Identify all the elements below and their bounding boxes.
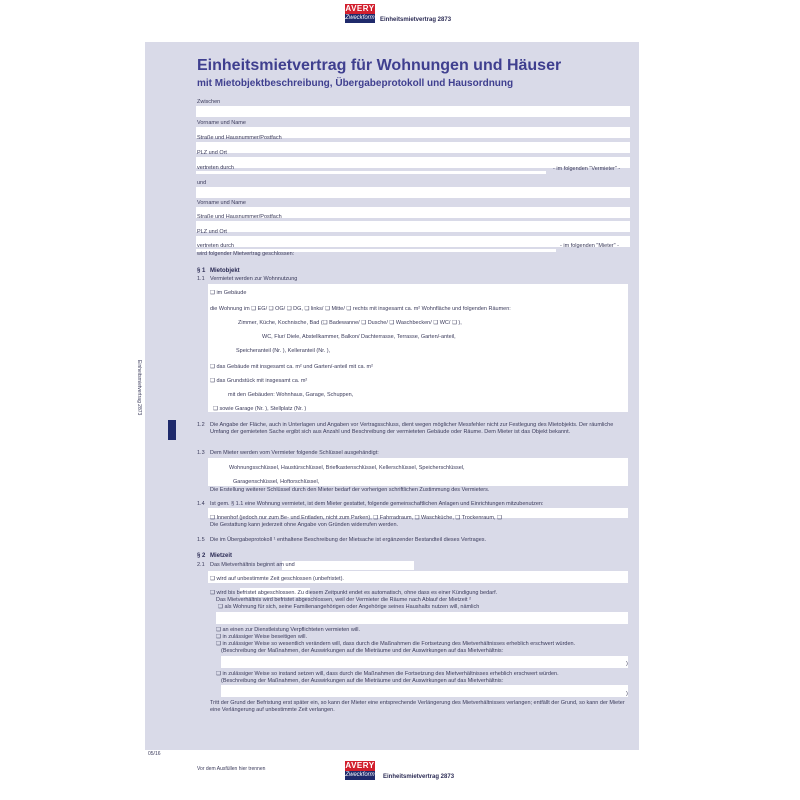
unbefristet-option[interactable]: ❑ wird auf unbestimmte Zeit geschlossen (unbefristet).	[210, 576, 344, 582]
im-gebaeude-option[interactable]: ❑ im Gebäude	[210, 290, 247, 296]
option-beseitigen[interactable]: ❑ in zulässiger Weise beseitigen will.	[216, 634, 308, 640]
label-street-1: Straße und Hausnummer/Postfach	[197, 135, 282, 141]
label-vermieter-suffix: - im folgenden "Vermieter" -	[553, 166, 621, 172]
rooms-line-1: Zimmer, Küche, Kochnische, Bad (❑ Badewanne/ ❑ Dusche/ ❑ Waschbecken/ ❑ WC/ ❑ ),	[238, 320, 462, 326]
sowie-option[interactable]: ❑ sowie Garage (Nr. ), Stellplatz (Nr. )	[213, 406, 307, 412]
rooms-line-3: Speicheranteil (Nr. ), Kelleranteil (Nr. ),	[236, 348, 331, 354]
avery-logo-bottom	[345, 761, 375, 783]
p21-text: Das Mietverhältnis beginnt am und	[210, 562, 295, 568]
label-plz-1: PLZ und Ort	[197, 150, 227, 156]
mieter-street-field[interactable]	[196, 221, 630, 232]
s2-heading: Mietzeit	[210, 553, 233, 559]
option-veraendern[interactable]: ❑ in zulässiger Weise so wesentlich verändern will, dass durch die Maßnahmen die Fortsetzung des Mietverhältnisses erheblich erschwert würden.	[216, 641, 576, 647]
avery-logo	[345, 4, 375, 26]
cut-note: Vor dem Ausfüllen hier trennen	[197, 766, 266, 772]
grundstueck-option[interactable]: ❑ das Grundstück mit insgesamt ca. m²	[210, 378, 308, 384]
p14-number: 1.4	[197, 501, 205, 507]
veraendern-field[interactable]	[221, 656, 628, 668]
close-paren-2: )	[626, 691, 628, 697]
befristet-option[interactable]: ❑ wird bis befristet abgeschlossen. Zu diesem Zeitpunkt endet es automatisch, ohne dass es einer Kündigung bedarf.	[210, 590, 498, 596]
label-plz-2: PLZ und Ort	[197, 229, 227, 235]
side-logo-icon	[168, 420, 176, 440]
side-form-label: Einheitsmietvertrag 2873	[136, 360, 142, 416]
p15-text: Die im Übergabeprotokoll ¹ enthaltene Beschreibung der Mietsache ist ergänzender Bestandteil dieses Vertrages.	[210, 537, 487, 543]
p13-number: 1.3	[197, 450, 205, 456]
p14-options[interactable]: ❑ Innenhof (jedoch nur zum Be- und Entladen, nicht zum Parken), ❑ Fahrradraum, ❑ Waschküche, ❑ Trockenraum, ❑	[210, 515, 502, 521]
p11-number: 1.1	[197, 276, 205, 282]
rooms-line-2: WC, Flur/ Diele, Abstellkammer, Balkon/ Dachterrasse, Terrasse, Garten/-anteil,	[262, 334, 456, 340]
label-name-2: Vorname und Name	[197, 200, 246, 206]
keys-line-1: Wohnungsschlüssel, Haustürschlüssel, Briefkastenschlüssel, Kellerschlüssel, Speicherschlüssel,	[229, 465, 465, 471]
vermieter-field-1[interactable]	[196, 106, 630, 117]
option-family[interactable]: ❑ als Wohnung für sich, seine Familienangehörigen oder Angehörige seines Haushalts nutzen will, nämlich	[218, 604, 480, 610]
version-label: 05/16	[148, 751, 161, 757]
s2-final-note: Tritt der Grund der Befristung erst später ein, so kann der Mieter eine entsprechende Verlängerung des Mietverhältnisses verlangen; entfällt der Grund, so kann der Mieter eine Verlängerung auf unbestimmte Zeit verlangen.	[210, 700, 625, 713]
label-vertreten-1: vertreten durch	[197, 165, 234, 171]
s1-number: § 1	[197, 268, 206, 274]
label-vertreten-2: vertreten durch	[197, 243, 234, 249]
option-dienst[interactable]: ❑ an einen zur Dienstleistung Verpflichteten vermieten will.	[216, 627, 361, 633]
option-instand[interactable]: ❑ in zulässiger Weise so instand setzen will, dass durch die Maßnahmen die Fortsetzung des Mietverhältnisses erheblich erschwert würden.	[216, 671, 559, 677]
mit-gebaeuden-line: mit den Gebäuden: Wohnhaus, Garage, Schuppen,	[228, 392, 354, 398]
p21-number: 2.1	[197, 562, 205, 568]
label-zwischen: Zwischen	[197, 99, 221, 105]
option-instand-note: (Beschreibung der Maßnahmen, der Auswirkungen auf die Mieträume und der Auswirkungen auf das Mietverhältnis:	[221, 678, 504, 684]
option-veraendern-note: (Beschreibung der Maßnahmen, der Auswirkungen auf die Mieträume und der Auswirkungen auf das Mietverhältnis:	[221, 648, 504, 654]
gebaeude-option[interactable]: ❑ das Gebäude mit insgesamt ca. m² und Garten/-anteil mit ca. m²	[210, 364, 373, 370]
family-field[interactable]	[216, 612, 628, 624]
p14-note: Die Gestattung kann jederzeit ohne Angabe von Gründen widerrufen werden.	[210, 522, 399, 528]
p15-number: 1.5	[197, 537, 205, 543]
label-name-1: Vorname und Name	[197, 120, 246, 126]
s2-number: § 2	[197, 553, 206, 559]
vermieter-street-field[interactable]	[196, 142, 630, 153]
form-name-footer: Einheitsmietvertrag 2873	[383, 774, 455, 780]
page-title: Einheitsmietvertrag für Wohnungen und Häuser	[197, 57, 562, 74]
p11-text: Vermietet werden zur Wohnnutzung	[210, 276, 298, 282]
vermieter-vertreten-field[interactable]	[196, 171, 546, 174]
s1-heading: Mietobjekt	[210, 268, 240, 274]
p12-number: 1.2	[197, 422, 205, 428]
p12-text: Die Angabe der Fläche, auch in Unterlagen und Angaben vor Vertragsschluss, dient wegen möglicher Messfehler nicht zur Festlegung des Mietobjekts. Der räumliche Umfang der gemieteten Sache ergibt sich aus Anzahl und Beschreibung der vermieteten Gebäude oder Räume. Dem Mieter ist das Objekt bekannt.	[210, 422, 614, 435]
label-mieter-suffix: - im folgenden "Mieter" -	[560, 243, 619, 249]
keys-note: Die Erstellung weiterer Schlüssel durch den Mieter bedarf der vorherigen schriftlichen Zustimmung des Vermieters.	[210, 487, 490, 493]
logo-zweckform-text-bottom: Zweckform	[345, 772, 375, 778]
label-concluded: wird folgender Mietvertrag geschlossen:	[197, 251, 295, 257]
page-subtitle: mit Mietobjektbeschreibung, Übergabeprotokoll und Hausordnung	[197, 78, 514, 89]
logo-avery-text-bottom: AVERY	[345, 761, 375, 770]
form-name-header: Einheitsmietvertrag 2873	[380, 17, 452, 23]
logo-zweckform-text: Zweckform	[345, 15, 375, 21]
start-date-field[interactable]	[282, 561, 414, 570]
instand-field[interactable]	[221, 685, 628, 697]
logo-avery-text: AVERY	[345, 4, 375, 13]
mieter-field-1[interactable]	[196, 187, 630, 198]
p14-text: Ist gem. § 1.1 eine Wohnung vermietet, ist dem Mieter gestattet, folgende gemeinschaftlichen Anlagen und Einrichtungen mitzubenutzen:	[210, 501, 544, 507]
wohnung-line: die Wohnung im ❑ EG/ ❑ OG/ ❑ DG, ❑ links/ ❑ Mitte/ ❑ rechts mit insgesamt ca. m² Wohnfläche und folgenden Räumen:	[210, 306, 511, 312]
befristet-note: Das Mietverhältnis wird befristet abgeschlossen, weil der Vermieter die Räume nach Ablauf der Mietzeit ²	[216, 597, 471, 603]
p13-text: Dem Mieter werden vom Vermieter folgende Schlüssel ausgehändigt:	[210, 450, 379, 456]
label-street-2: Straße und Hausnummer/Postfach	[197, 214, 282, 220]
close-paren-1: )	[626, 661, 628, 667]
keys-line-2: Garagenschlüssel, Hoftorschlüssel,	[233, 479, 320, 485]
label-und: und	[197, 180, 207, 186]
